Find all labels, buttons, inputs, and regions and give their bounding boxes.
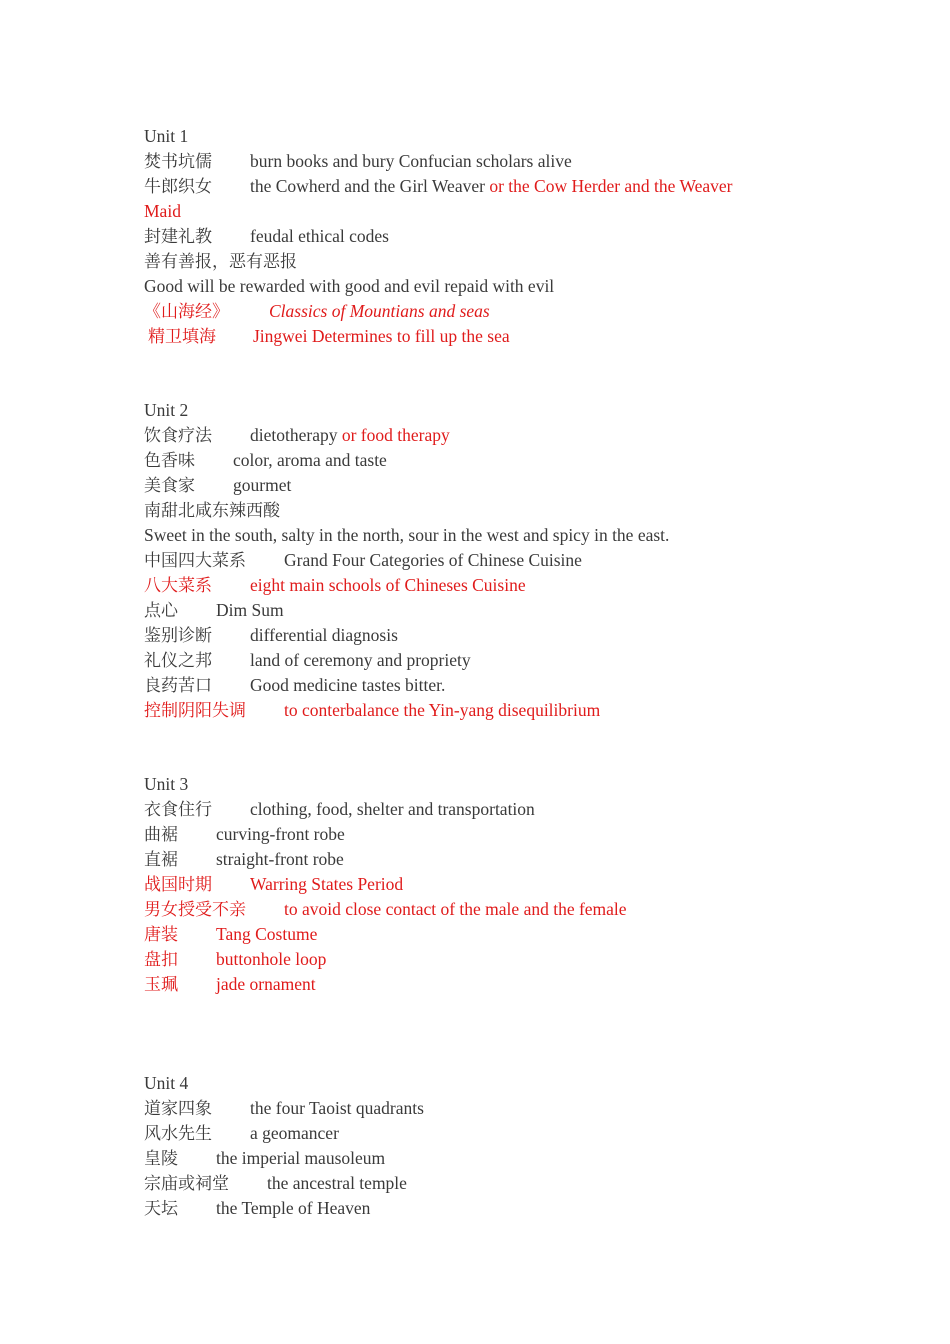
glossary-line: [144, 673, 445, 699]
glossary-line: [144, 423, 450, 449]
english-term: the four Taoist quadrants: [250, 1098, 424, 1118]
glossary-line: [144, 274, 554, 299]
chinese-term: 焚书坑儒: [144, 152, 212, 172]
english-term: burn books and bury Confucian scholars alive: [250, 151, 572, 171]
english-term: land of ceremony and propriety: [250, 650, 471, 670]
chinese-term: 南甜北咸东辣西酸: [144, 501, 280, 521]
chinese-term: 美食家: [144, 476, 195, 496]
glossary-line: [144, 797, 535, 823]
chinese-term: 礼仪之邦: [144, 651, 212, 671]
english-term: jade ornament: [216, 974, 316, 994]
chinese-term: 衣食住行: [144, 800, 212, 820]
english-term: clothing, food, shelter and transportation: [250, 799, 535, 819]
chinese-term: 《山海经》: [144, 302, 229, 322]
english-term: Dim Sum: [216, 600, 284, 620]
english-term: buttonhole loop: [216, 949, 327, 969]
chinese-term: 唐装: [144, 925, 178, 945]
chinese-term: 控制阴阳失调: [144, 701, 246, 721]
chinese-term: 牛郎织女: [144, 177, 212, 197]
glossary-line: [144, 1146, 385, 1172]
english-term: color, aroma and taste: [233, 450, 387, 470]
english-term: gourmet: [233, 475, 292, 495]
glossary-line: [144, 523, 669, 548]
chinese-term: 曲裾: [144, 825, 178, 845]
english-term: eight main schools of Chineses Cuisine: [250, 575, 526, 595]
glossary-line: [144, 847, 344, 873]
chinese-term: 八大菜系: [144, 576, 212, 596]
english-term: differential diagnosis: [250, 625, 398, 645]
english-term: Jingwei Determines to fill up the sea: [253, 326, 510, 346]
glossary-line: [148, 324, 510, 350]
glossary-line: [144, 249, 297, 275]
glossary-line: [144, 897, 627, 923]
english-term: Tang Costume: [216, 924, 318, 944]
english-term: Good medicine tastes bitter.: [250, 675, 446, 695]
chinese-term: 饮食疗法: [144, 426, 212, 446]
glossary-line-continuation: Maid: [144, 201, 181, 221]
chinese-term: 宗庙或祠堂: [144, 1174, 229, 1194]
chinese-term: 战国时期: [144, 875, 212, 895]
glossary-line: [144, 872, 403, 898]
chinese-term: 封建礼教: [144, 227, 212, 247]
glossary-line: [144, 299, 490, 325]
english-term: Classics of Mountians and seas: [269, 301, 490, 321]
english-term: feudal ethical codes: [250, 226, 389, 246]
glossary-line: [144, 1171, 407, 1197]
glossary-line: [144, 922, 317, 948]
alternate-translation: or food therapy: [341, 425, 450, 445]
unit-heading: Unit 1: [144, 126, 189, 146]
unit-heading: Unit 4: [144, 1073, 189, 1093]
chinese-term: 善有善报，恶有恶报: [144, 252, 297, 272]
english-term: a geomancer: [250, 1123, 339, 1143]
glossary-line: [144, 598, 284, 624]
alternate-translation: or the Cow Herder and the Weaver: [489, 176, 733, 196]
english-term: to avoid close contact of the male and the female: [284, 899, 627, 919]
chinese-term: 鉴别诊断: [144, 626, 212, 646]
glossary-line: [144, 573, 526, 599]
chinese-term: 直裾: [144, 850, 178, 870]
glossary-line: [144, 548, 582, 574]
glossary-line: [144, 1196, 370, 1222]
glossary-line: [144, 698, 600, 724]
glossary-line: [144, 473, 291, 499]
glossary-line: [144, 448, 387, 474]
chinese-term: 良药苦口: [144, 676, 212, 696]
chinese-term: 风水先生: [144, 1124, 212, 1144]
glossary-line: [144, 623, 398, 649]
english-term: dietotherapy: [250, 425, 338, 445]
chinese-term: 色香味: [144, 451, 195, 471]
english-term: Warring States Period: [250, 874, 404, 894]
english-term: the Cowherd and the Girl Weaver: [250, 176, 485, 196]
glossary-line: [144, 972, 316, 998]
chinese-term: 皇陵: [144, 1149, 178, 1169]
unit-heading: Unit 2: [144, 400, 189, 420]
unit-heading: Unit 3: [144, 774, 189, 794]
glossary-line: [144, 1096, 424, 1122]
english-term: the imperial mausoleum: [216, 1148, 386, 1168]
english-term: Grand Four Categories of Chinese Cuisine: [284, 550, 582, 570]
english-term: Good will be rewarded with good and evil repaid with evil: [144, 276, 555, 296]
glossary-line: [144, 149, 572, 175]
english-term: straight-front robe: [216, 849, 344, 869]
glossary-line: [144, 1121, 339, 1147]
glossary-line: [144, 498, 280, 524]
glossary-line: [144, 224, 389, 250]
glossary-line: [144, 947, 326, 973]
chinese-term: 道家四象: [144, 1099, 212, 1119]
chinese-term: 天坛: [144, 1199, 178, 1219]
chinese-term: 点心: [144, 601, 178, 621]
english-term: Sweet in the south, salty in the north, sour in the west and spicy in the east.: [144, 525, 670, 545]
chinese-term: 玉珮: [144, 975, 178, 995]
chinese-term: 盘扣: [144, 950, 178, 970]
glossary-line: [144, 822, 345, 848]
english-term: curving-front robe: [216, 824, 345, 844]
english-term: the Temple of Heaven: [216, 1198, 371, 1218]
english-term: the ancestral temple: [267, 1173, 407, 1193]
chinese-term: 男女授受不亲: [144, 900, 246, 920]
english-term: to conterbalance the Yin-yang disequilibrium: [284, 700, 601, 720]
chinese-term: 精卫填海: [148, 327, 216, 347]
chinese-term: 中国四大菜系: [144, 551, 246, 571]
glossary-line: [144, 648, 471, 674]
glossary-line: [144, 174, 732, 200]
